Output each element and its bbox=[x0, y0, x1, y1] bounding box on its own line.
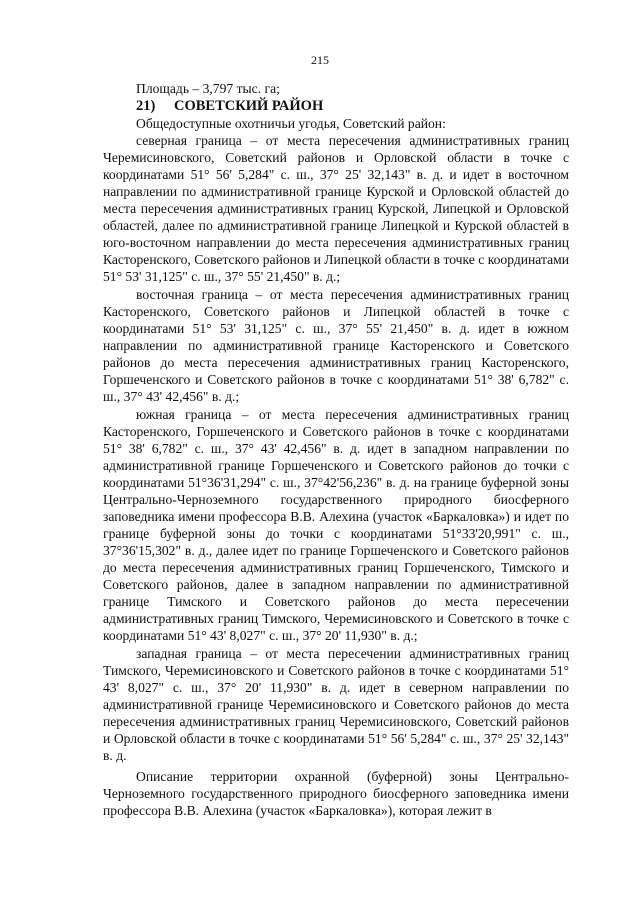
page-number: 215 bbox=[311, 53, 329, 67]
western-boundary-paragraph: западная граница – от места пересечении административных границ Тимского, Черемисиновского и Советского районов в точке с координатами 51° 43' 8,027" с. ш., 37° 20' 11,930" в. д. идет в северном направлении по административной границе Черемисиновского и Советского районов до места пересечения административных границ Черемисиновского, Советский районов и Орловской области в точке с координатами 51° 56' 5,284" с. ш., 37° 25' 32,143" в. д. bbox=[103, 646, 569, 763]
northern-boundary-paragraph: северная граница – от места пересечения административных границ Черемисиновского, Советский районов и Орловской области в точке с координатами 51° 56' 5,284" с. ш., 37° 25' 32,143" в. д. и идет в восточном направлении по административной границе Курской и Орловской областей до места пересечения административных границ Курской, Липецкой и Орловской областей, далее по административной границе Липецкой и Курской областей в юго-восточном направлении до места пересечения административных границ Касторенского, Советского районов и Липецкой области в точке с координатами 51° 53' 31,125" с. ш., 37° 55' 21,450" в. д.; bbox=[103, 133, 569, 284]
southern-boundary-paragraph: южная граница – от места пересечения административных границ Касторенского, Горшеченского и Советского районов в точке с координатами 51° 38' 6,782" с. ш., 37° 43' 42,456" в. д. идет в западном направлении по административной границе Горшеченского и Советского районов до точки с координатами 51°36'31,294" с. ш., 37°42'56,236" в. д. на границе буферной зоны Центрально-Черноземного государственного природного биосферного заповедника имени профессора В.В. Алехина (участок «Баркаловка») и идет по границе буферной зоны до точки с координатами 51°33'20,991" с. ш., 37°36'15,302" в. д., далее идет по границе Горшеченского и Советского районов до места пересечения административных границ Горшеченского, Тимского и Советского районов, далее в западном направлении по административной границе Тимского и Советского районов до места пересечении административных границ Тимского, Черемисиновского и Советского в точке с координатами 51° 43' 8,027" с. ш., 37° 20' 11,930" в. д.; bbox=[103, 407, 569, 643]
area-line: Площадь – 3,797 тыс. га; bbox=[136, 81, 280, 96]
intro-line: Общедоступные охотничьи угодья, Советский район: bbox=[136, 116, 446, 131]
page-content bbox=[103, 80, 569, 820]
section-title: СОВЕТСКИЙ РАЙОН bbox=[174, 98, 324, 114]
eastern-boundary-paragraph: восточная граница – от места пересечения административных границ Касторенского, Советского районов и Липецкой областей в точке с координатами 51° 53' 31,125" с. ш., 37° 55' 21,450" в. д. идет в южном направлении по административной границе Касторенского и Советского районов до места пересечения административных границ Касторенского, Горшеченского и Советского районов в точке с координатами 51° 38' 6,782" с. ш., 37° 43' 42,456" в. д.; bbox=[103, 287, 569, 404]
buffer-zone-description-paragraph: Описание территории охранной (буферной) зоны Центрально-Черноземного государственного природного биосферного заповедника имени профессора В.В. Алехина (участок «Баркаловка»), которая лежит в bbox=[103, 769, 569, 818]
section-number: 21) bbox=[136, 98, 156, 114]
section-heading bbox=[103, 97, 569, 115]
